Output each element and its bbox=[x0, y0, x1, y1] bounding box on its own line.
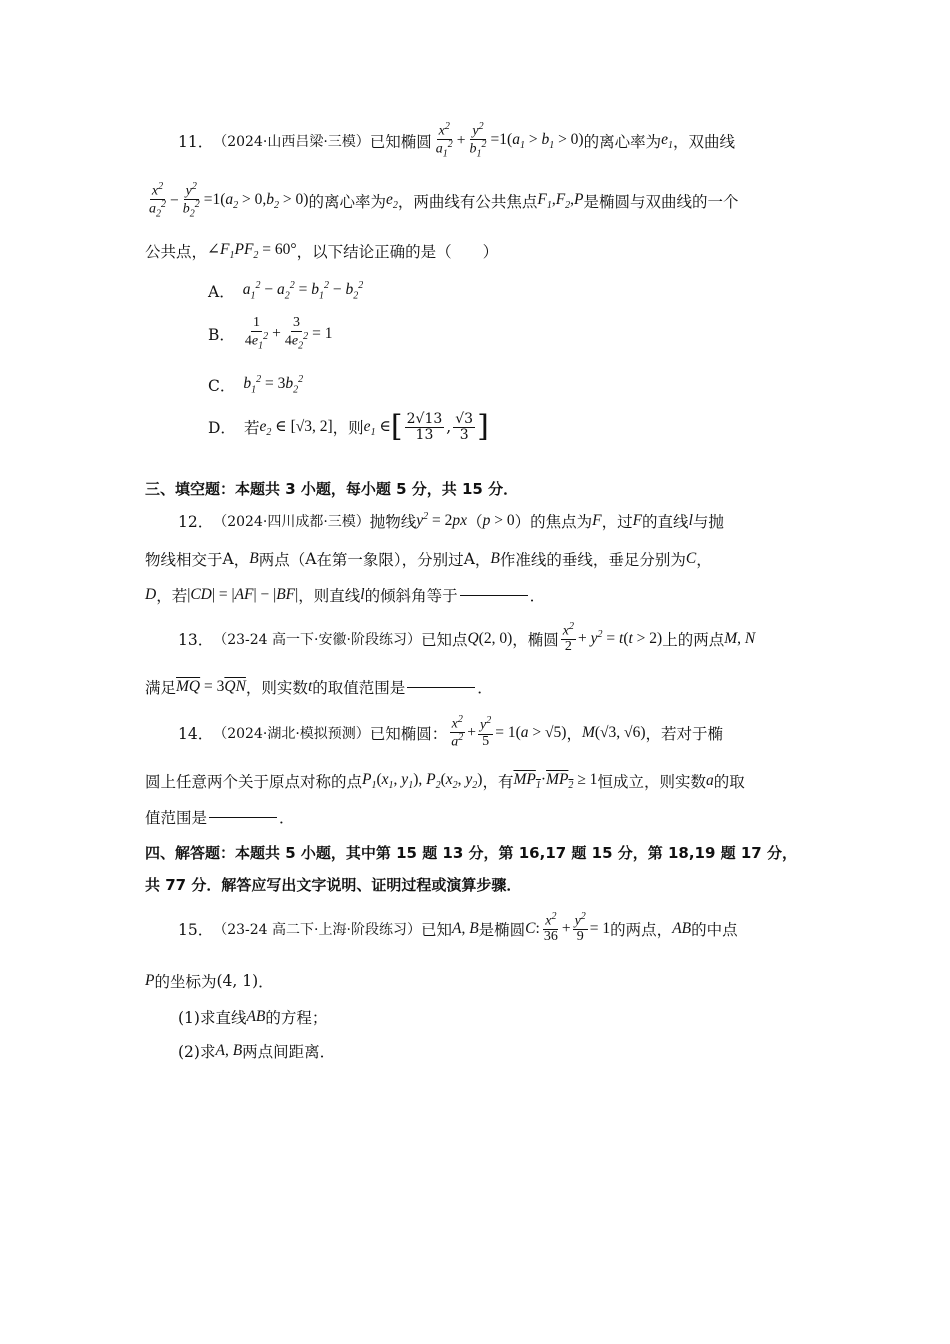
answer-blank[interactable] bbox=[460, 594, 528, 596]
section-3-heading: 三、填空题：本题共 3 小题，每小题 5 分，共 15 分． bbox=[145, 480, 519, 498]
q15-source: （23-24 高二下·上海·阶段练习） bbox=[213, 921, 421, 938]
q11-text: 是椭圆与双曲线的一个 bbox=[583, 193, 739, 212]
q13-line2: 满足 $\overline{MQ} = 3\overline{QN}$ ，则实数 t 的取值范围是 ． bbox=[145, 678, 493, 697]
q12-number: 12． bbox=[178, 513, 214, 531]
q12-text: 与抛 bbox=[692, 513, 724, 531]
q11-line1: 11． （2024·山西吕梁·三模） 已知椭圆 $\frac{x^2}{a_1^2}$ + $\frac{y^2}{b_1^2}$ $=1(a_1 > b_1 > 0)$ 的离心率为 $e_1$ ，双曲线 bbox=[178, 121, 736, 160]
q14-text: 值范围是 bbox=[145, 809, 208, 827]
fraction: $\frac{y^2}{b_1^2}$ bbox=[469, 121, 487, 160]
q12-text: 物线相交于 bbox=[145, 551, 223, 569]
q15-text: 的两点， bbox=[610, 920, 673, 939]
q12-text: ）的焦点为 bbox=[514, 513, 593, 531]
option-label: A． bbox=[208, 283, 235, 301]
q15-text: 的方程； bbox=[265, 1009, 328, 1027]
q15-text: 是椭圆 bbox=[478, 920, 526, 939]
q14-source: （2024·湖北·模拟预测） bbox=[213, 725, 370, 742]
q12-text: 的倾斜角等于 bbox=[364, 587, 458, 605]
q11-option-c: C． $b_1^2 = 3b_2^2$ bbox=[208, 374, 304, 396]
q13-line1: 13． （23-24 高一下·安徽·阶段练习） 已知点 Q(2, 0) ，椭圆 $\frac{x^2}{2}$ + $y^2 = t(t > 2)$ 上的两点 M, N bbox=[178, 621, 756, 655]
option-label: D． bbox=[208, 419, 236, 438]
q13-text: ． bbox=[477, 679, 493, 697]
q15-text: 两点间距离． bbox=[242, 1043, 336, 1061]
q15-line1: 15． （23-24 高二下·上海·阶段练习） 已知 A, B 是椭圆 C: $\frac{x^2}{36}$ + $\frac{y^2}{9}$ = 1 的两点， AB 的中点 bbox=[178, 911, 738, 945]
q14-text: ， bbox=[566, 724, 582, 743]
fraction: $\frac{y^2}{b_2^2}$ bbox=[182, 181, 200, 220]
section-4-heading: 四、解答题：本题共 5 小题，其中第 15 题 13 分，第 16,17 题 15 分，第 18,19 题 17 分， bbox=[145, 844, 797, 862]
q14-number: 14． bbox=[178, 724, 214, 743]
q12-line2: 物线相交于 A ， B 两点（ A 在第一象限），分别过 A ， B 作准线的垂线，垂足分别为 C ， bbox=[145, 550, 712, 569]
q12-text: ． bbox=[529, 587, 546, 605]
q15-text: 的坐标为 bbox=[154, 973, 217, 991]
q14-text: ，有 bbox=[482, 773, 514, 791]
q14-text: 已知椭圆： bbox=[369, 724, 448, 743]
q14-text: 恒成立，则实数 bbox=[597, 773, 706, 791]
option-label: B． bbox=[208, 325, 235, 344]
q12-text: 在第一象限），分别过 bbox=[316, 551, 464, 569]
q11-option-b: B． $\frac{1}{4e_1^2}$ + $\frac{3}{4e_2^2}$ = 1 bbox=[208, 315, 333, 352]
q12-text: ，若 bbox=[156, 587, 188, 605]
q11-text: 的离心率为 bbox=[583, 133, 662, 152]
option-text: ，则 bbox=[332, 419, 364, 438]
q12-text: 两点（ bbox=[258, 551, 306, 569]
q12-text: 作准线的垂线，垂足分别为 bbox=[499, 551, 686, 569]
q15-line2: P 的坐标为 (4, 1) ． bbox=[145, 972, 274, 991]
q11-text: 公共点， bbox=[145, 243, 208, 261]
q14-text: 的取 bbox=[713, 773, 745, 791]
q14-text: 圆上任意两个关于原点对称的点 bbox=[145, 773, 363, 791]
q13-text: 的取值范围是 bbox=[312, 679, 406, 697]
option-label: C． bbox=[208, 377, 236, 395]
q14-line3 bbox=[145, 806, 810, 828]
q15-text: 已知 bbox=[420, 920, 452, 939]
q15-text: (2)求 bbox=[178, 1043, 216, 1061]
q12-text: 抛物线 bbox=[369, 513, 417, 531]
q11-text: ，双曲线 bbox=[673, 133, 736, 152]
q12-line3: D ，若 |CD| = |AF| − |BF| ，则直线 l 的倾斜角等于 ． bbox=[145, 586, 546, 605]
q13-source: （23-24 高一下·安徽·阶段练习） bbox=[213, 631, 421, 648]
hyperbola-formula: $\frac{x^2}{a_2^2}$ bbox=[149, 181, 166, 220]
q11-line3: 公共点， $\angle F_1PF_2 = 60^\circ$ ，以下结论正确的是（ ） bbox=[145, 241, 499, 262]
q15-part1: (1)求直线 AB 的方程； bbox=[178, 1008, 328, 1027]
q13-text: 满足 bbox=[145, 679, 177, 697]
q14-text: ，若对于椭 bbox=[645, 724, 723, 743]
q13-number: 13． bbox=[178, 630, 214, 649]
q14-line1: 14． （2024·湖北·模拟预测） 已知椭圆： $\frac{x^2}{a^2}$ + $\frac{y^2}{5}$ = 1(a > √5) ， M(√3, √6) ，若对于椭 bbox=[178, 714, 723, 750]
q11-option-d: D． 若 $e_2$ ∈ [√3, 2] ，则 $e_1$ ∈ [ $\frac{2√13}{13}$ , $\frac{√3}{3}$ ] bbox=[208, 409, 489, 445]
q11-source: （2024·山西吕梁·三模） bbox=[213, 134, 370, 151]
q12-line1: 12． （2024·四川成都·三模） 抛物线 $y^2 = 2px$ （ p > 0 ）的焦点为 F ，过 F 的直线 l 与抛 bbox=[178, 511, 724, 531]
q11-text: 已知椭圆 bbox=[369, 133, 432, 152]
q11-text: 的离心率为 bbox=[308, 193, 386, 212]
q11-number: 11． bbox=[178, 133, 214, 152]
q12-text: ，过 bbox=[601, 513, 633, 531]
q12-text: （ bbox=[467, 513, 483, 531]
q13-text: 上的两点 bbox=[662, 630, 725, 649]
q12-text: ， bbox=[696, 551, 712, 569]
q15-part2: (2)求 A, B 两点间距离． bbox=[178, 1042, 336, 1061]
section-4-heading-cont: 共 77 分．解答应写出文字说明、证明过程或演算步骤． bbox=[145, 876, 522, 894]
q11-text: ，两曲线有公共焦点 bbox=[397, 193, 538, 212]
q15-number: 15． bbox=[178, 920, 214, 939]
ellipse-formula: $\frac{x^2}{a_1^2}$ bbox=[435, 121, 453, 160]
q14-text: ． bbox=[279, 809, 295, 827]
q12-text: ，则直线 bbox=[298, 587, 361, 605]
q15-text: (1)求直线 bbox=[178, 1009, 247, 1027]
q15-text: 的中点 bbox=[691, 920, 738, 939]
answer-blank[interactable] bbox=[407, 686, 475, 688]
q12-text: 的直线 bbox=[642, 513, 689, 531]
option-text: 若 bbox=[243, 419, 260, 438]
q13-text: ，椭圆 bbox=[512, 630, 559, 649]
q11-line2: $\frac{x^2}{a_2^2}$ − $\frac{y^2}{b_2^2}$ $=1(a_2 > 0,b_2 > 0)$ 的离心率为 $e_2$ ，两曲线有公共焦点 $F_1,F_2,P$ 是椭圆与双曲线的一个 bbox=[149, 181, 739, 220]
q12-source: （2024·四川成都·三模） bbox=[213, 514, 370, 530]
q13-text: 已知点 bbox=[420, 630, 468, 649]
q12-text: ， bbox=[233, 551, 250, 569]
q13-text: ，则实数 bbox=[245, 679, 308, 697]
q15-text: ． bbox=[258, 973, 274, 991]
q12-text: ， bbox=[474, 551, 491, 569]
answer-blank[interactable] bbox=[209, 816, 277, 818]
q14-line2: 圆上任意两个关于原点对称的点 $P_1(x_1$, $y_1$), $P_2(x_2$, $y_2$) ，有 $MP_1\cdot MP_2 \ge 1$ 恒成立，则实数 a 的取 bbox=[145, 770, 745, 792]
q11-text: ，以下结论正确的是（ ） bbox=[296, 243, 499, 261]
q11-option-a: A． $a_1^2 - a_2^2 = b_1^2 - b_2^2$ bbox=[208, 280, 364, 302]
